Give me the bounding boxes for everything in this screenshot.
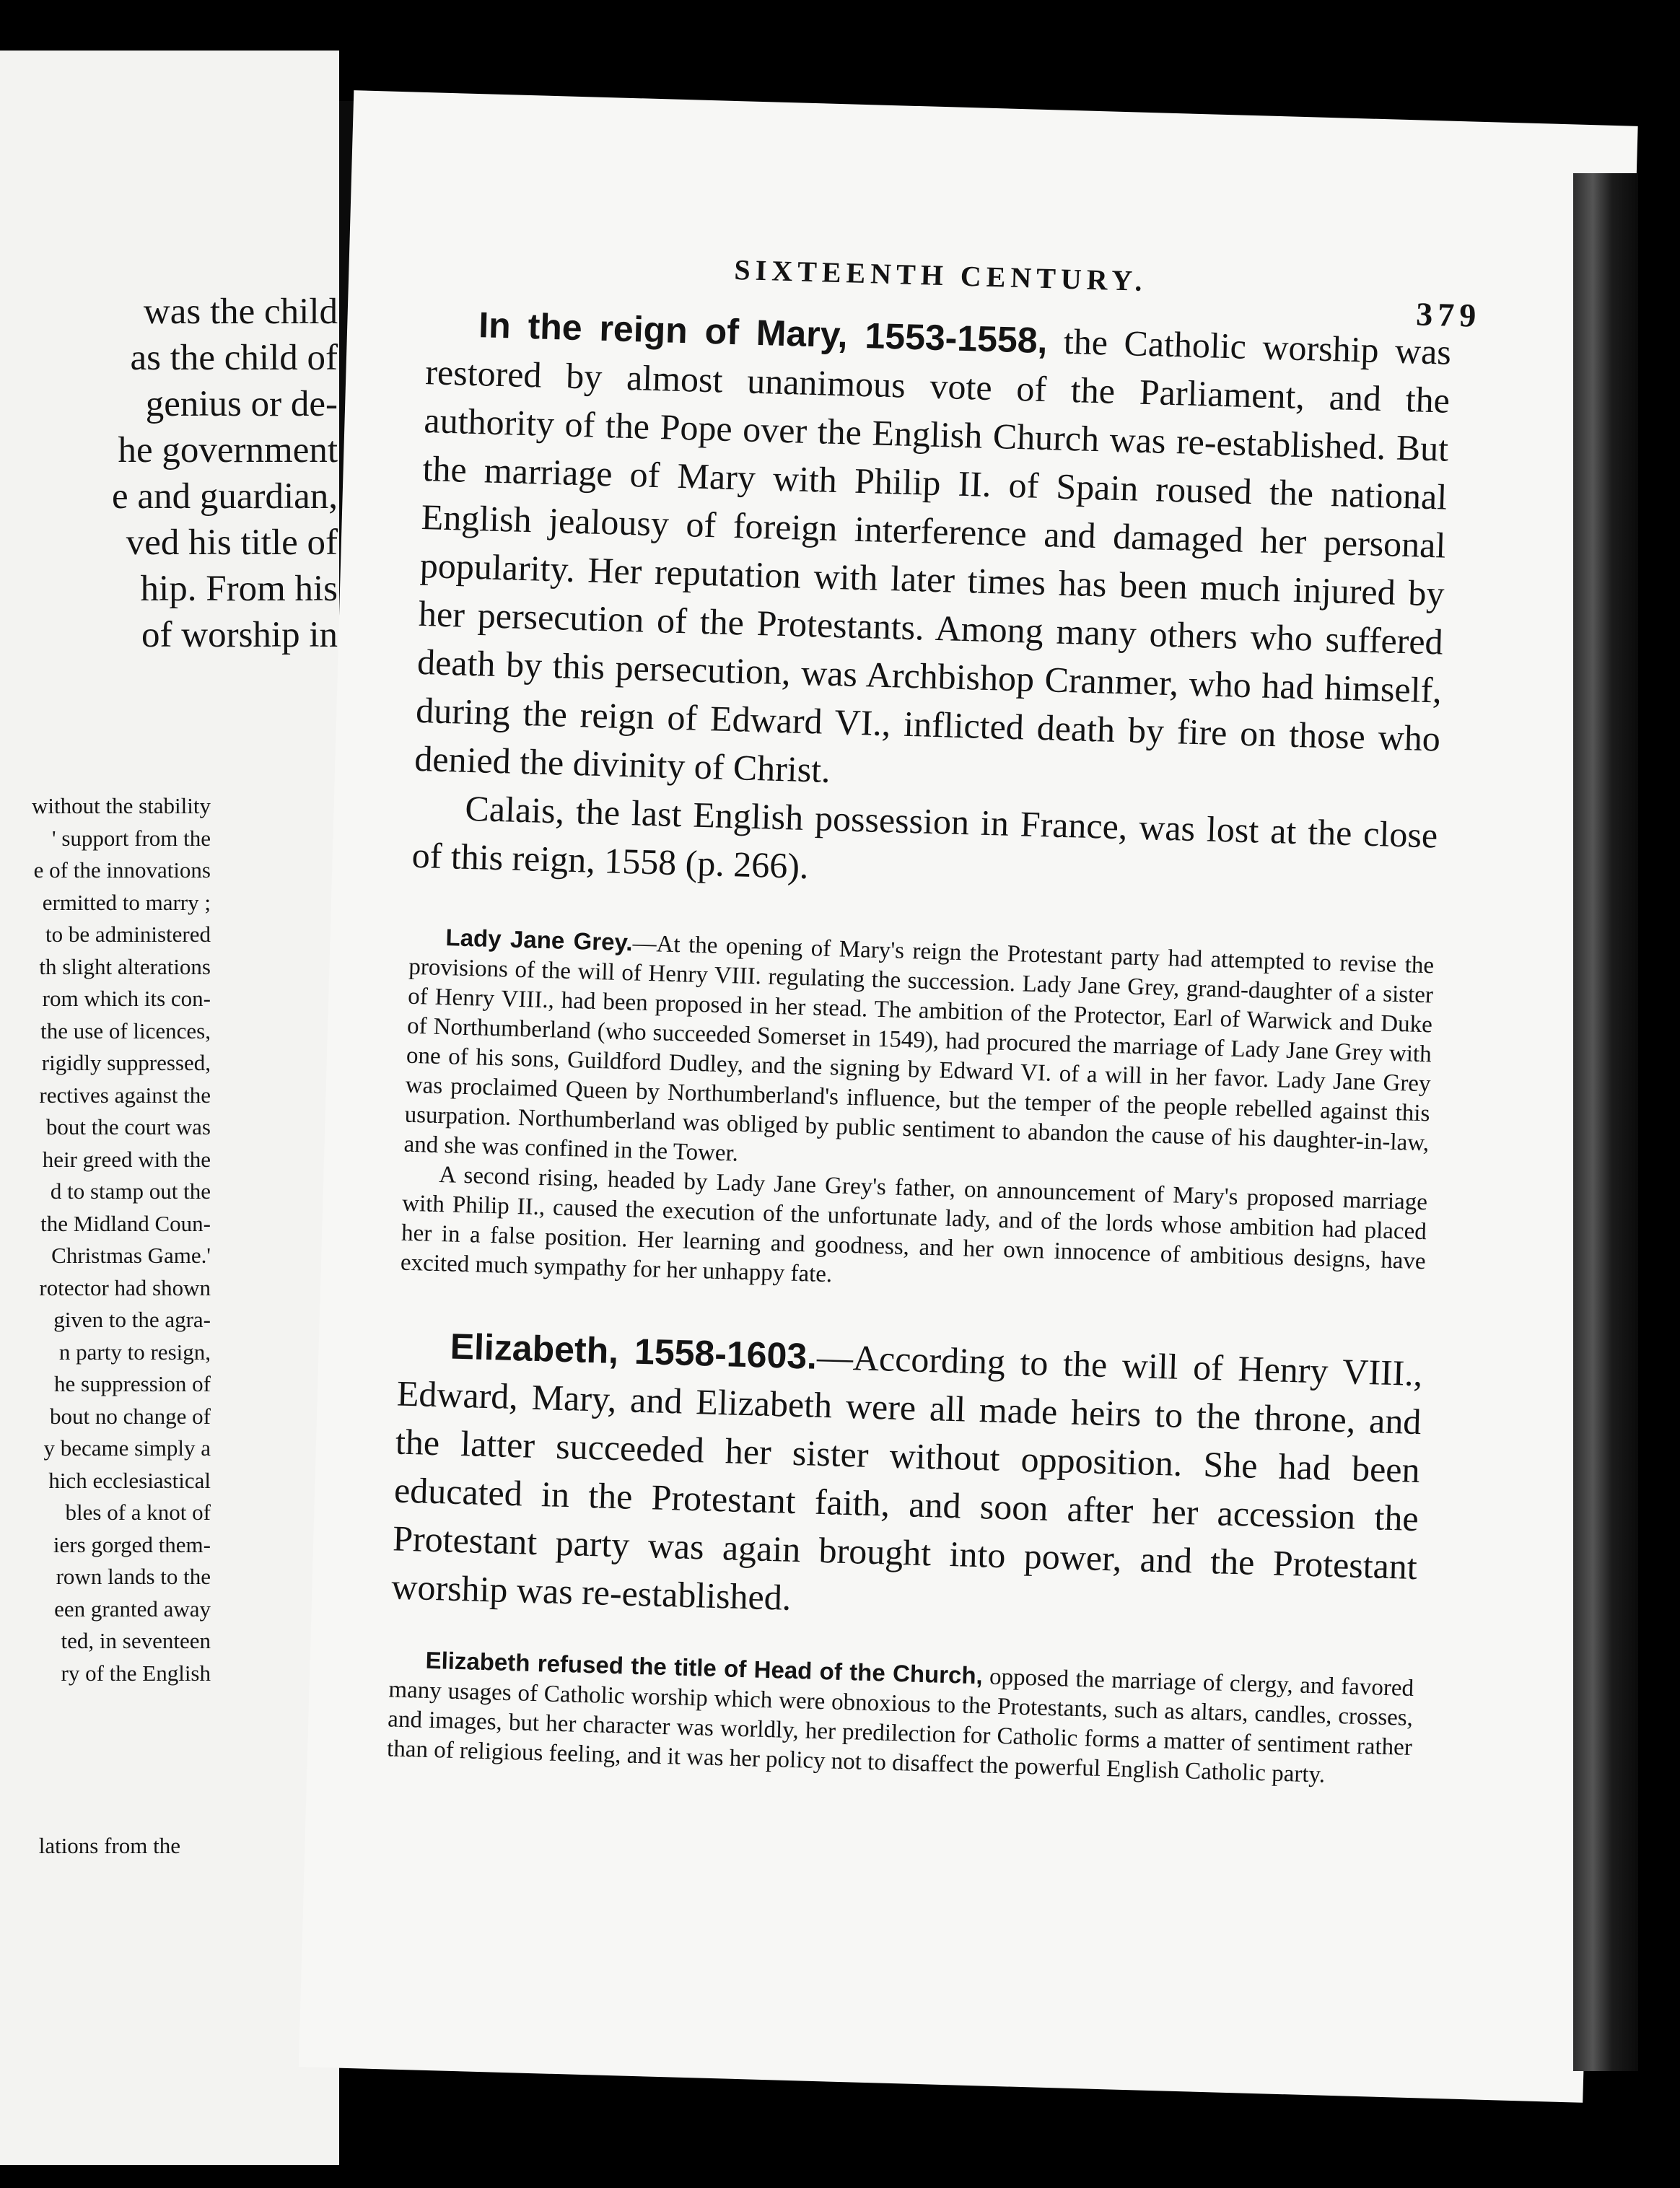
facing-note-line: Christmas Game.' [51,1243,211,1268]
page-number: 379 [1415,295,1482,334]
heading-elizabeth: Elizabeth, 1558-1603. [450,1326,818,1377]
paragraph-elizabeth [391,1321,1424,1640]
facing-note-line: rotector had shown [39,1274,211,1300]
facing-page-footnote: lations from the [38,1833,180,1858]
running-head-title: SIXTEENTH CENTURY. [733,253,1148,297]
facing-page-main-text [0,289,339,658]
paragraph-mary [414,299,1452,811]
page-content [386,244,1482,1793]
facing-note-line: to be administered [45,922,211,947]
note-lady-jane-grey [403,922,1435,1189]
facing-note-line: rown lands to the [56,1564,211,1589]
heading-mary: In the reign of Mary, 1553-1558, [478,305,1049,362]
facing-note-line: bout the court was [45,1114,211,1139]
facing-line: he government [118,430,338,471]
facing-line: e and guardian, [112,476,338,517]
facing-note-line: d to stamp out the [50,1178,211,1204]
facing-note-line: bles of a knot of [65,1500,211,1525]
facing-line: of worship in [141,615,338,655]
facing-note-line: ry of the English [61,1660,211,1686]
facing-line: ved his title of [126,522,338,563]
facing-note-line: bout no change of [50,1403,211,1429]
facing-note-line: rigidly suppressed, [41,1050,211,1075]
facing-note-line: without the stability [32,793,211,818]
facing-note-line: e of the innovations [33,857,211,883]
facing-note-line: rectives against the [39,1082,211,1108]
page-379 [299,90,1638,2103]
note-lady-jane-grey-text: —At the opening of Mary's reign the Protestant party had attempted to revise the provisions of the will of Henry VIII. regulating the succession. Lady Jane Grey, grand-daughter of a sister of Henry VIII., had been proposed in her stead. The ambition of the Protector, Earl of Warwick and Duke of Northumberland (who succeeded Somerset in 1549), had procured the marriage of Lady Jane Grey with one of his sons, Guildford Dudley, and the signing by Edward VI. of a will in her favor. Lady Jane Grey was proclaimed Queen by Northumberland's influence, but the temper of the people rebelled against this usurpation. Northumberland was obliged by public sentiment to abandon the cause of his daughter-in-law, and she was confined in the Tower. [403,930,1435,1167]
facing-note-line: hich ecclesiastical [48,1467,211,1493]
note-second-rising: A second rising, headed by Lady Jane Grey's father, on announcement of Mary's proposed marriage with Philip II., caused the execution of the unfortunate lady, and of the lords whose ambition had placed her in a false position. Her learning and goodness, and her own innocence of ambitious designs, have excited much sympathy for her unhappy fate. [400,1162,1428,1288]
page-edge-stack [1573,173,1638,2071]
facing-page-note-text [32,790,211,1689]
facing-page-left [0,51,339,2165]
paragraph-calais: Calais, the last English possession in France, was lost at the close of this reign, 1558 (p. 266). [411,787,1438,887]
facing-line: genius or de- [145,384,338,424]
facing-note-line: y became simply a [43,1435,211,1461]
facing-note-line: een granted away [54,1596,211,1622]
facing-note-line: rom which its con- [42,986,211,1011]
note-elizabeth-church-text: opposed the marriage of clergy, and favored many usages of Catholic worship which were obnoxious to the Protestants, such as altars, candles, crosses, and images, but her character was worldly, her predilection for Catholic forms a matter of sentiment rather than of religious feeling, and it was her policy not to disaffect the powerful English Catholic party. [386,1663,1414,1788]
facing-note-line: ermitted to marry ; [42,889,211,915]
facing-line: was the child [143,292,338,332]
heading-elizabeth-church: Elizabeth refused the title of Head of the Church, [425,1646,984,1689]
facing-note-line: given to the agra- [53,1307,211,1332]
facing-note-line: he suppression of [54,1371,211,1396]
paragraph-elizabeth-text: —According to the will of Henry VIII., Edward, Mary, and Elizabeth were all made heirs to the throne, and the latter succeeded her sister without opposition. She had been educated in the Protestant faith, and soon after her accession the Protestant party was again brought into power, and the Protestant worship was re-established. [390,1336,1424,1618]
paragraph-mary-text: the Catholic worship was restored by almost unanimous vote of the Parliament, and the authority of the Pope over the English Church was re-established. But the marriage of Mary with Philip II. of Spain roused the national English jealousy of foreign interference and damaged her personal popularity. Her reputation with later times has been much injured by her persecution of the Protestants. Among many others who suffered death by this persecution, was Archbishop Cranmer, who had himself, during the reign of Edward VI., inflicted death by fire on those who denied the divinity of Christ. [414,320,1452,790]
facing-note-line: ted, in seventeen [61,1628,211,1653]
facing-note-line: heir greed with the [42,1146,211,1172]
facing-note-line: iers gorged them- [53,1531,211,1557]
heading-lady-jane-grey: Lady Jane Grey. [445,924,634,956]
facing-note-line: th slight alterations [39,953,211,979]
facing-line: hip. From his [140,569,338,609]
facing-line: as the child of [130,338,338,378]
facing-note-line: n party to resign, [58,1339,211,1365]
facing-note-line: ' support from the [52,825,211,851]
facing-note-line: the Midland Coun- [40,1210,211,1236]
facing-note-line: the use of licences, [40,1018,211,1043]
